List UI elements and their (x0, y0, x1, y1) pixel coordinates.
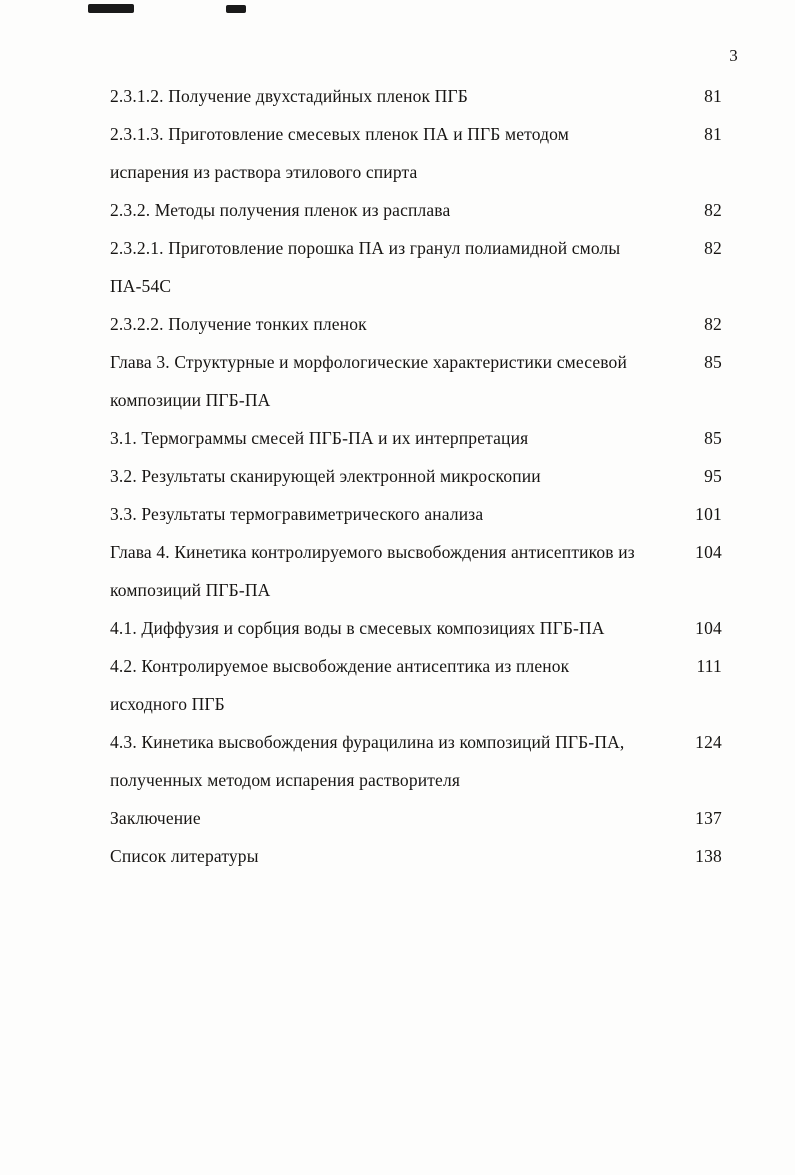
toc-entry-line: 2.3.1.2. Получение двухстадийных пленок ПГБ (110, 86, 468, 106)
toc-entry-page: 101 (695, 504, 722, 524)
toc-entry (110, 343, 722, 419)
toc-entry-line: 3.1. Термограммы смесей ПГБ-ПА и их интерпретация (110, 428, 529, 448)
toc-entry-line: 4.1. Диффузия и сорбция воды в смесевых композициях ПГБ-ПА (110, 618, 605, 638)
toc-entry-page: 137 (695, 808, 722, 828)
toc-entry-line: 2.3.2.2. Получение тонких пленок (110, 314, 367, 334)
toc-entry (110, 77, 722, 115)
toc-entry-title (110, 495, 658, 533)
page-number: 3 (729, 46, 738, 65)
toc-entry-title (110, 533, 658, 609)
toc-entry (110, 191, 722, 229)
toc-entry (110, 799, 722, 837)
toc-entry-line: 2.3.2. Методы получения пленок из расплава (110, 200, 451, 220)
toc-entry-page: 104 (695, 618, 722, 638)
toc-entry-page: 81 (704, 124, 722, 144)
toc-entry-page: 85 (704, 428, 722, 448)
toc-entry-title (110, 837, 658, 875)
toc-entry-line: Список литературы (110, 846, 259, 866)
toc-entry-title (110, 77, 658, 115)
toc-entry-line: 3.2. Результаты сканирующей электронной микроскопии (110, 466, 541, 486)
toc-entry-line: полученных методом испарения растворителя (110, 770, 461, 790)
toc-entry-page: 104 (695, 542, 722, 562)
toc-entry-line: Заключение (110, 808, 201, 828)
toc-entry (110, 115, 722, 191)
toc-entry (110, 419, 722, 457)
toc-entry (110, 495, 722, 533)
toc-entry-title (110, 723, 658, 799)
toc-entry-title (110, 647, 658, 723)
toc-entry-page: 82 (704, 200, 722, 220)
toc-entry-title (110, 609, 658, 647)
toc-entry (110, 533, 722, 609)
toc-entry-line: 4.2. Контролируемое высвобождение антисептика из пленок (110, 656, 570, 676)
toc-entry-line: 2.3.2.1. Приготовление порошка ПА из гранул полиамидной смолы (110, 238, 621, 258)
toc-entry (110, 647, 722, 723)
scan-artifact (226, 5, 246, 13)
toc-entry-title (110, 115, 658, 191)
toc-entry-line: испарения из раствора этилового спирта (110, 162, 418, 182)
toc-entry-title (110, 191, 658, 229)
toc-entry (110, 723, 722, 799)
toc-entry (110, 305, 722, 343)
toc-entry (110, 837, 722, 875)
toc-entry-title (110, 229, 658, 305)
toc-entry-title (110, 799, 658, 837)
toc-entry-line: ПА-54С (110, 276, 172, 296)
toc-entry-line: 3.3. Результаты термогравиметрического анализа (110, 504, 484, 524)
toc-entry-page: 82 (704, 314, 722, 334)
scan-artifact (88, 4, 134, 13)
toc-entry-line: композиции ПГБ-ПА (110, 390, 271, 410)
toc-entry-line: Глава 4. Кинетика контролируемого высвобождения антисептиков из (110, 542, 635, 562)
toc-entry (110, 457, 722, 495)
toc-entry-title (110, 305, 658, 343)
table-of-contents (110, 77, 722, 875)
toc-entry (110, 609, 722, 647)
toc-entry-page: 111 (696, 656, 722, 676)
toc-entry-title (110, 457, 658, 495)
toc-entry-page: 81 (704, 86, 722, 106)
toc-entry-line: композиций ПГБ-ПА (110, 580, 271, 600)
toc-entry-title (110, 419, 658, 457)
toc-entry-page: 124 (695, 732, 722, 752)
toc-entry-line: исходного ПГБ (110, 694, 225, 714)
toc-entry-line: 4.3. Кинетика высвобождения фурацилина из композиций ПГБ-ПА, (110, 732, 625, 752)
toc-entry-page: 85 (704, 352, 722, 372)
toc-entry-page: 138 (695, 846, 722, 866)
toc-entry-page: 95 (704, 466, 722, 486)
toc-entry-title (110, 343, 658, 419)
toc-entry-line: 2.3.1.3. Приготовление смесевых пленок ПА и ПГБ методом (110, 124, 569, 144)
toc-entry-page: 82 (704, 238, 722, 258)
toc-entry (110, 229, 722, 305)
toc-entry-line: Глава 3. Структурные и морфологические характеристики смесевой (110, 352, 627, 372)
